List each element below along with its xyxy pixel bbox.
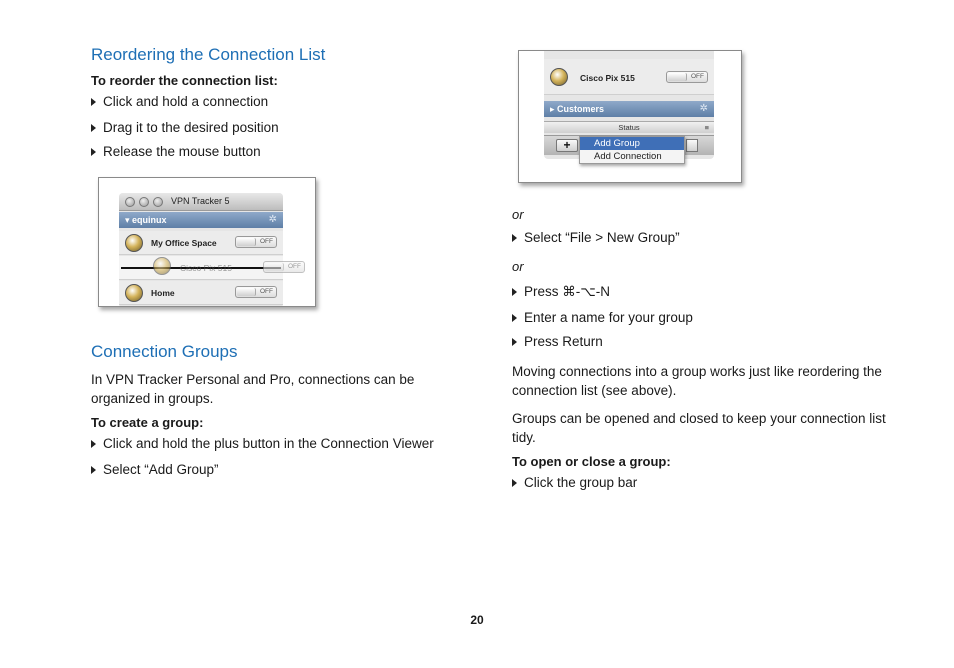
step-click-plus: Click and hold the plus button in the Connection Viewer — [91, 436, 434, 451]
page-number: 20 — [470, 613, 484, 627]
connection-globe-icon — [125, 284, 143, 302]
connection-toggle[interactable]: OFF — [235, 236, 277, 248]
bullet-triangle-icon — [512, 234, 517, 242]
connection-row-home[interactable]: Home OFF — [119, 281, 283, 305]
bullet-triangle-icon — [512, 338, 517, 346]
connection-globe-icon — [550, 68, 568, 86]
subheading-open-close: To open or close a group: — [512, 454, 671, 469]
bullet-triangle-icon — [512, 314, 517, 322]
gear-icon[interactable]: ✲ — [699, 103, 708, 114]
window-titlebar — [119, 193, 283, 211]
add-plus-button[interactable]: + — [556, 139, 578, 152]
screenshot-reorder — [98, 177, 316, 307]
groups-intro: In VPN Tracker Personal and Pro, connections can be organized in groups. — [91, 372, 415, 406]
window-title: VPN Tracker 5 — [171, 196, 230, 206]
bullet-triangle-icon — [91, 98, 96, 106]
subheading-create-group: To create a group: — [91, 415, 204, 430]
step-enter-name: Enter a name for your group — [512, 310, 693, 325]
step-select-add-group: Select “Add Group” — [91, 462, 219, 477]
or-label: or — [512, 259, 524, 274]
group-bar-equinux[interactable]: ▾ equinux ✲ — [119, 212, 283, 228]
minimize-window-icon[interactable] — [139, 197, 149, 207]
connection-toggle: OFF — [263, 261, 305, 273]
toolbar-button[interactable] — [686, 139, 698, 152]
close-window-icon[interactable] — [125, 197, 135, 207]
bullet-triangle-icon — [512, 479, 517, 487]
step-click-hold: Click and hold a connection — [91, 94, 268, 109]
step-click-group-bar: Click the group bar — [512, 475, 637, 490]
bullet-triangle-icon — [91, 466, 96, 474]
bullet-triangle-icon — [512, 288, 517, 296]
add-menu — [579, 136, 685, 164]
menu-item-add-connection[interactable]: Add Connection — [594, 151, 662, 162]
step-release: Release the mouse button — [91, 144, 261, 159]
or-label: or — [512, 207, 524, 222]
step-file-new-group: Select “File > New Group” — [512, 230, 680, 245]
step-press-shortcut: Press ⌘-⌥-N — [512, 284, 610, 300]
heading-connection-groups: Connection Groups — [91, 342, 238, 361]
connection-row-cisco[interactable]: Cisco Pix 515 OFF — [544, 59, 714, 95]
group-bar-customers[interactable]: ▸ Customers ✲ — [544, 101, 714, 117]
bullet-triangle-icon — [91, 124, 96, 132]
screenshot-add-group — [518, 50, 742, 183]
gear-icon[interactable]: ✲ — [268, 214, 277, 225]
connection-row-office[interactable]: My Office Space OFF — [119, 231, 283, 255]
bullet-triangle-icon — [91, 148, 96, 156]
bullet-triangle-icon — [91, 440, 96, 448]
subheading-reorder: To reorder the connection list: — [91, 73, 278, 88]
paragraph-groups-tidy: Groups can be opened and closed to keep your connection list tidy. — [512, 411, 886, 445]
heading-reordering: Reordering the Connection List — [91, 45, 326, 64]
zoom-window-icon[interactable] — [153, 197, 163, 207]
connection-toggle[interactable]: OFF — [666, 71, 708, 83]
vpn-tracker-window — [119, 193, 283, 307]
connection-globe-icon — [153, 257, 171, 275]
step-drag: Drag it to the desired position — [91, 120, 279, 135]
step-press-return: Press Return — [512, 334, 603, 349]
connection-globe-icon — [125, 234, 143, 252]
paragraph-moving: Moving connections into a group works just like reordering the connection list (see above). — [512, 364, 882, 398]
list-options-icon[interactable]: ≡ — [704, 123, 709, 132]
menu-item-add-group[interactable]: Add Group — [580, 137, 684, 150]
dragged-connection-ghost: Cisco Pix 515 OFF — [153, 257, 313, 279]
connection-toggle[interactable]: OFF — [235, 286, 277, 298]
status-bar: Status ≡ — [544, 121, 714, 133]
